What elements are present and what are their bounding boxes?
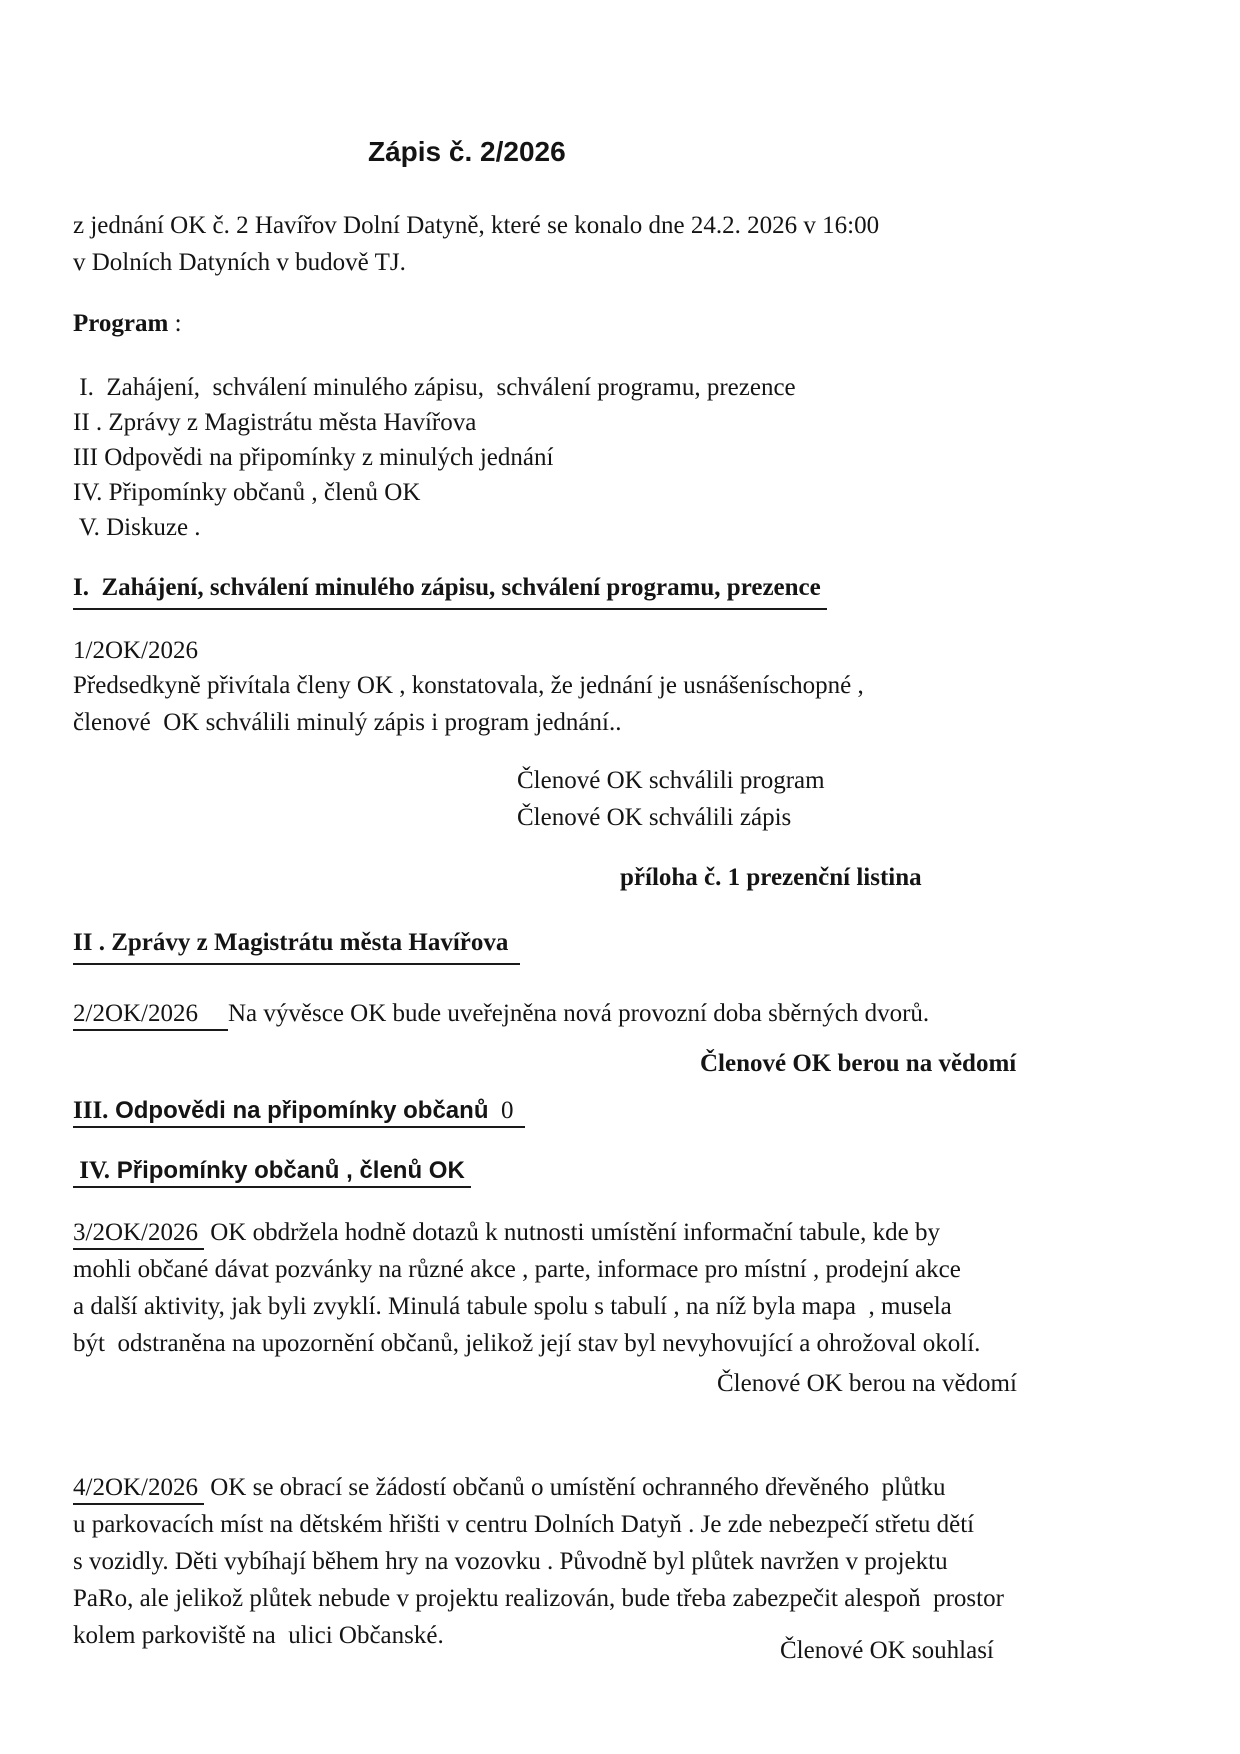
intro-line-2: v Dolních Datyních v budově TJ. bbox=[73, 249, 406, 276]
item-2-resolution: Členové OK berou na vědomí bbox=[700, 1050, 1017, 1077]
item-3-line-3: a další aktivity, jak byli zvyklí. Minulá tabule spolu s tabulí , na níž byla mapa , musela bbox=[73, 1293, 952, 1320]
item-4-resolution: Členové OK souhlasí bbox=[780, 1637, 994, 1664]
intro-paragraph bbox=[73, 207, 879, 281]
program-item-4: IV. Připomínky občanů , členů OK bbox=[73, 479, 421, 506]
item-4-paragraph bbox=[73, 1469, 1004, 1654]
section-3-heading-underline bbox=[73, 1097, 525, 1128]
item-1-resolution-1: Členové OK schválili program bbox=[517, 767, 825, 794]
program-label: Program bbox=[73, 310, 169, 337]
section-4-heading: Připomínky občanů , členů OK bbox=[110, 1157, 465, 1184]
intro-line-1: z jednání OK č. 2 Havířov Dolní Datyně, které se konalo dne 24.2. 2026 v 16:00 bbox=[73, 212, 880, 239]
item-1-body-line-2: členové OK schválili minulý zápis i program jednání.. bbox=[73, 709, 622, 736]
section-2-heading: II . Zprávy z Magistrátu města Havířova bbox=[73, 924, 520, 965]
item-1-body-line-1: Předsedkyně přivítala členy OK , konstatovala, že jednání je usnášeníschopné , bbox=[73, 672, 864, 699]
item-4-line-4: PaRo, ale jelikož plůtek nebude v projektu realizován, bude třeba zabezpečit alespoň prostor bbox=[73, 1585, 1004, 1612]
program-item-5: V. Diskuze . bbox=[73, 514, 201, 541]
section-2-heading-line bbox=[73, 924, 520, 965]
attachment-note: příloha č. 1 prezenční listina bbox=[620, 864, 922, 891]
program-item-2: II . Zprávy z Magistrátu města Havířova bbox=[73, 409, 477, 436]
item-4-line-3: s vozidly. Děti vybíhají během hry na vozovku . Původně byl plůtek navržen v projektu bbox=[73, 1548, 948, 1575]
item-3-resolution: Členové OK berou na vědomí bbox=[717, 1370, 1017, 1397]
item-4-ref: 4/2OK/2026 bbox=[73, 1474, 204, 1505]
item-2-line bbox=[73, 995, 929, 1032]
item-4-line-1 bbox=[73, 1469, 1004, 1506]
item-1-body bbox=[73, 667, 864, 741]
item-2-ref: 2/2OK/2026 bbox=[73, 1000, 228, 1031]
program-label-line bbox=[73, 305, 182, 342]
item-3-ref: 3/2OK/2026 bbox=[73, 1219, 204, 1250]
item-4-body-line-1: OK se obrací se žádostí občanů o umístění ochranného dřevěného plůtku bbox=[210, 1474, 946, 1501]
section-4-numeral: IV. bbox=[73, 1157, 111, 1184]
item-1-ref: 1/2OK/2026 bbox=[73, 637, 198, 664]
program-list bbox=[73, 370, 796, 545]
section-4-heading-line bbox=[73, 1152, 471, 1189]
section-3-count: 0 bbox=[488, 1097, 514, 1124]
item-1-resolution-2: Členové OK schválili zápis bbox=[517, 804, 792, 831]
section-3-heading-line bbox=[73, 1092, 525, 1129]
program-label-colon: : bbox=[168, 310, 182, 337]
item-3-body-line-1: OK obdržela hodně dotazů k nutnosti umístění informační tabule, kde by bbox=[210, 1219, 940, 1246]
item-3-line-2: mohli občané dávat pozvánky na různé akce , parte, informace pro místní , prodejní akce bbox=[73, 1256, 961, 1283]
program-item-1: I. Zahájení, schválení minulého zápisu, schválení programu, prezence bbox=[73, 374, 796, 401]
document-title: Zápis č. 2/2026 bbox=[368, 136, 566, 167]
item-3-paragraph bbox=[73, 1214, 980, 1362]
item-4-line-2: u parkovacích míst na dětském hřišti v centru Dolních Datyň . Je zde nebezpečí střetu dětí bbox=[73, 1511, 975, 1538]
section-1-heading-line bbox=[73, 569, 827, 610]
section-4-heading-underline bbox=[73, 1157, 471, 1188]
section-3-heading: Odpovědi na připomínky občanů bbox=[108, 1097, 489, 1124]
item-2-body: Na vývěsce OK bude uveřejněna nová provozní doba sběrných dvorů. bbox=[228, 1000, 930, 1027]
item-4-line-5: kolem parkoviště na ulici Občanské. bbox=[73, 1622, 444, 1649]
section-3-numeral: III. bbox=[73, 1097, 109, 1124]
item-3-line-4: být odstraněna na upozornění občanů, jelikož její stav byl nevyhovující a ohrožoval okolí. bbox=[73, 1330, 981, 1357]
item-3-line-1 bbox=[73, 1214, 980, 1251]
section-1-heading: I. Zahájení, schválení minulého zápisu, schválení programu, prezence bbox=[73, 569, 827, 610]
program-item-3: III Odpovědi na připomínky z minulých jednání bbox=[73, 444, 554, 471]
